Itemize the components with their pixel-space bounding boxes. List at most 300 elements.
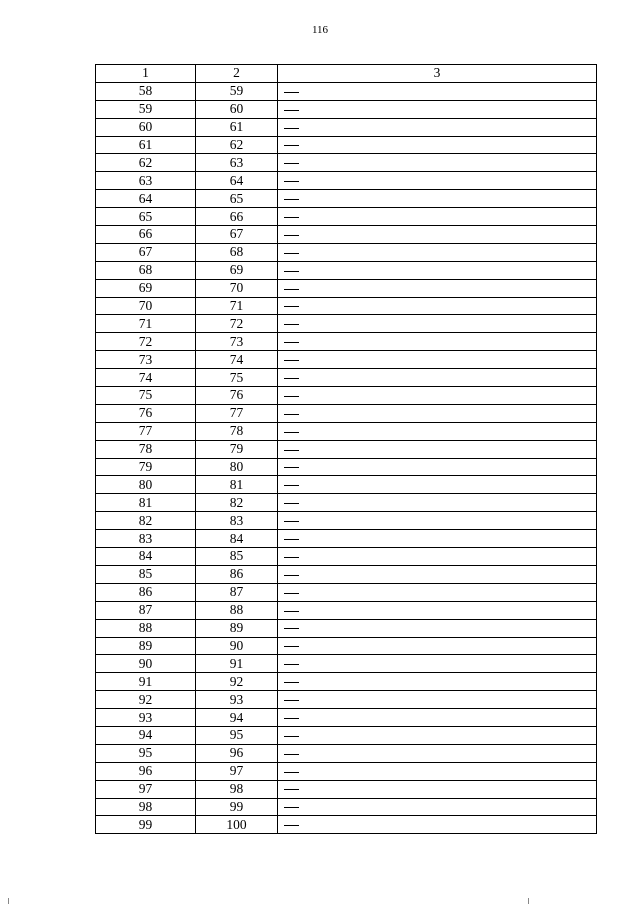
- table-cell-col3: [278, 709, 597, 727]
- cell-value: 74: [138, 369, 153, 385]
- table-cell-col2: [196, 458, 278, 476]
- dash-mark: [284, 789, 299, 790]
- dash-mark: [284, 289, 299, 290]
- table-cell-col2: [196, 279, 278, 297]
- cell-value: 92: [138, 691, 153, 707]
- table-cell-col1: [96, 476, 196, 494]
- cell-value: 97: [229, 763, 244, 779]
- table-cell-col2: [196, 673, 278, 691]
- table-cell-col3: [278, 691, 597, 709]
- dash-mark: [284, 646, 299, 647]
- table-row: [96, 798, 597, 816]
- table-cell-col1: [96, 673, 196, 691]
- table-cell-col1: [96, 387, 196, 405]
- table-cell-col1: [96, 279, 196, 297]
- cell-value: 85: [229, 548, 244, 564]
- cell-value: 75: [138, 387, 153, 403]
- dash-mark: [284, 163, 299, 164]
- table-cell-col2: [196, 118, 278, 136]
- cell-value: 68: [229, 244, 244, 260]
- table-row: [96, 82, 597, 100]
- dash-mark: [284, 271, 299, 272]
- table-cell-col1: [96, 172, 196, 190]
- table-cell-col3: [278, 619, 597, 637]
- table-cell-col1: [96, 494, 196, 512]
- table-row: [96, 726, 597, 744]
- cell-value: 65: [138, 208, 153, 224]
- cell-value: 94: [138, 727, 153, 743]
- table-cell-col1: [96, 816, 196, 834]
- table-body: [96, 82, 597, 833]
- cell-value: 72: [229, 315, 244, 331]
- cell-value: 71: [138, 315, 153, 331]
- cell-value: 61: [138, 137, 153, 152]
- table-cell-col1: [96, 458, 196, 476]
- table-cell-col1: [96, 512, 196, 530]
- table-row: [96, 458, 597, 476]
- cell-value: 59: [229, 83, 244, 99]
- table-cell-col2: [196, 208, 278, 226]
- dash-mark: [284, 736, 299, 737]
- table-cell-col1: [96, 226, 196, 244]
- table-cell-col3: [278, 118, 597, 136]
- dash-mark: [284, 664, 299, 665]
- table-header-row: [96, 65, 597, 83]
- cell-value: 64: [229, 172, 244, 188]
- cell-value: 63: [229, 154, 244, 170]
- table-cell-col3: [278, 404, 597, 422]
- cell-value: 83: [229, 512, 244, 528]
- table-cell-col3: [278, 333, 597, 351]
- table-cell-col2: [196, 404, 278, 422]
- cell-value: 66: [138, 226, 153, 242]
- table-cell-col1: [96, 619, 196, 637]
- table-row: [96, 494, 597, 512]
- table-row: [96, 297, 597, 315]
- table-cell-col2: [196, 422, 278, 440]
- table-cell-col3: [278, 762, 597, 780]
- cell-value: 83: [138, 530, 153, 546]
- table-cell-col3: [278, 673, 597, 691]
- table-cell-col3: [278, 798, 597, 816]
- cell-value: 75: [229, 369, 244, 385]
- table-row: [96, 691, 597, 709]
- cell-value: 91: [229, 655, 244, 671]
- cell-value: 61: [229, 119, 244, 135]
- table-cell-col3: [278, 548, 597, 566]
- scan-edge-mark-left: [8, 898, 9, 904]
- table-cell-col3: [278, 440, 597, 458]
- cell-value: 66: [229, 208, 244, 224]
- table-cell-col1: [96, 82, 196, 100]
- table-cell-col1: [96, 297, 196, 315]
- table-cell-col1: [96, 351, 196, 369]
- table-cell-col2: [196, 691, 278, 709]
- cell-value: 68: [138, 262, 153, 278]
- cell-value: 88: [138, 620, 153, 636]
- page-number: 116: [311, 24, 329, 36]
- table-row: [96, 476, 597, 494]
- table-cell-col1: [96, 404, 196, 422]
- table-row: [96, 655, 597, 673]
- table-cell-col3: [278, 297, 597, 315]
- table-row: [96, 279, 597, 297]
- dash-mark: [284, 521, 299, 522]
- cell-value: 72: [138, 333, 153, 349]
- cell-value: 78: [138, 441, 153, 457]
- cell-value: 79: [138, 459, 153, 475]
- table-cell-col3: [278, 261, 597, 279]
- cell-value: 82: [138, 512, 153, 528]
- table-cell-col3: [278, 208, 597, 226]
- cell-value: 78: [229, 423, 244, 439]
- table-cell-col2: [196, 512, 278, 530]
- dash-mark: [284, 217, 299, 218]
- table-cell-col1: [96, 744, 196, 762]
- dash-mark: [284, 450, 299, 451]
- cell-value: 69: [229, 262, 244, 278]
- table-cell-col1: [96, 565, 196, 583]
- table-cell-col2: [196, 583, 278, 601]
- cell-value: 85: [138, 566, 153, 582]
- table-cell-col3: [278, 190, 597, 208]
- cell-value: 59: [138, 101, 153, 117]
- cell-value: 81: [229, 476, 244, 492]
- table-cell-col1: [96, 530, 196, 548]
- column-header-2: 2: [196, 65, 278, 83]
- table-cell-col2: [196, 226, 278, 244]
- cell-value: 65: [229, 190, 244, 206]
- table-cell-col3: [278, 351, 597, 369]
- cell-value: 71: [229, 298, 244, 314]
- table-cell-col2: [196, 369, 278, 387]
- table-cell-col1: [96, 208, 196, 226]
- table-cell-col2: [196, 601, 278, 619]
- cell-value: 63: [138, 172, 153, 188]
- table-cell-col3: [278, 172, 597, 190]
- cell-value: 98: [138, 798, 153, 814]
- cell-value: 80: [138, 476, 153, 492]
- cell-value: 82: [229, 494, 244, 510]
- cell-value: 84: [229, 530, 244, 546]
- table-cell-col2: [196, 565, 278, 583]
- table-row: [96, 208, 597, 226]
- dash-mark: [284, 432, 299, 433]
- table-cell-col3: [278, 100, 597, 118]
- cell-value: 99: [229, 798, 244, 814]
- table-row: [96, 619, 597, 637]
- table-cell-col3: [278, 315, 597, 333]
- table-cell-col2: [196, 780, 278, 798]
- table-cell-col1: [96, 315, 196, 333]
- dash-mark: [284, 342, 299, 343]
- cell-value: 73: [138, 351, 153, 367]
- table-cell-col3: [278, 243, 597, 261]
- table-row: [96, 136, 597, 154]
- table-cell-col2: [196, 798, 278, 816]
- dash-mark: [284, 235, 299, 236]
- table-cell-col2: [196, 744, 278, 762]
- table-cell-col2: [196, 548, 278, 566]
- dash-mark: [284, 306, 299, 307]
- cell-value: 94: [229, 709, 244, 725]
- table-row: [96, 422, 597, 440]
- dash-mark: [284, 414, 299, 415]
- dash-mark: [284, 611, 299, 612]
- table-cell-col1: [96, 583, 196, 601]
- table-cell-col3: [278, 422, 597, 440]
- table-cell-col2: [196, 82, 278, 100]
- table-cell-col3: [278, 583, 597, 601]
- table-cell-col1: [96, 655, 196, 673]
- table-cell-col2: [196, 100, 278, 118]
- table-cell-col3: [278, 226, 597, 244]
- dash-mark: [284, 467, 299, 468]
- table-row: [96, 780, 597, 798]
- table-row: [96, 762, 597, 780]
- table-cell-col2: [196, 762, 278, 780]
- table-row: [96, 315, 597, 333]
- table-cell-col3: [278, 655, 597, 673]
- table-cell-col3: [278, 369, 597, 387]
- cell-value: 96: [138, 763, 153, 779]
- table-cell-col2: [196, 816, 278, 834]
- table-row: [96, 243, 597, 261]
- table-cell-col2: [196, 726, 278, 744]
- table-cell-col1: [96, 726, 196, 744]
- cell-value: 88: [229, 602, 244, 618]
- dash-mark: [284, 807, 299, 808]
- table-cell-col3: [278, 387, 597, 405]
- cell-value: 70: [229, 280, 244, 296]
- table-cell-col1: [96, 369, 196, 387]
- dash-mark: [284, 503, 299, 504]
- table-cell-col3: [278, 494, 597, 512]
- cell-value: 67: [138, 244, 153, 260]
- dash-mark: [284, 396, 299, 397]
- table-cell-col3: [278, 637, 597, 655]
- table-row: [96, 601, 597, 619]
- table-cell-col2: [196, 619, 278, 637]
- cell-value: 60: [138, 119, 153, 135]
- table-cell-col2: [196, 387, 278, 405]
- table-cell-col3: [278, 279, 597, 297]
- table-cell-col2: [196, 655, 278, 673]
- scan-edge-mark-right: [528, 898, 529, 904]
- table-cell-col1: [96, 261, 196, 279]
- table-row: [96, 512, 597, 530]
- table-row: [96, 100, 597, 118]
- cell-value: 86: [138, 584, 153, 600]
- cell-value: 76: [138, 405, 153, 421]
- dash-mark: [284, 718, 299, 719]
- cell-value: 62: [138, 154, 153, 170]
- dash-mark: [284, 593, 299, 594]
- dash-mark: [284, 539, 299, 540]
- table-cell-col1: [96, 154, 196, 172]
- table-cell-col1: [96, 780, 196, 798]
- table-cell-col1: [96, 118, 196, 136]
- table-cell-col1: [96, 422, 196, 440]
- cell-value: 74: [229, 351, 244, 367]
- dash-mark: [284, 110, 299, 111]
- cell-value: 97: [138, 781, 153, 797]
- table-cell-col3: [278, 82, 597, 100]
- table-cell-col3: [278, 512, 597, 530]
- table-cell-col3: [278, 601, 597, 619]
- table-cell-col3: [278, 530, 597, 548]
- table-cell-col2: [196, 243, 278, 261]
- table-cell-col1: [96, 243, 196, 261]
- table-row: [96, 333, 597, 351]
- table-row: [96, 261, 597, 279]
- table-cell-col2: [196, 440, 278, 458]
- dash-mark: [284, 199, 299, 200]
- table-cell-col1: [96, 601, 196, 619]
- table-row: [96, 816, 597, 834]
- cell-value: 99: [138, 816, 153, 832]
- table-row: [96, 154, 597, 172]
- cell-value: 95: [229, 727, 244, 743]
- cell-value: 90: [138, 655, 153, 671]
- cell-value: 67: [229, 226, 244, 242]
- table-row: [96, 226, 597, 244]
- cell-value: 73: [229, 333, 244, 349]
- cell-value: 98: [229, 781, 244, 797]
- table-row: [96, 744, 597, 762]
- table-cell-col3: [278, 744, 597, 762]
- dash-mark: [284, 128, 299, 129]
- table-cell-col2: [196, 190, 278, 208]
- table-row: [96, 351, 597, 369]
- cell-value: 76: [229, 387, 244, 403]
- cell-value: 90: [229, 637, 244, 653]
- cell-value: 96: [229, 745, 244, 761]
- table-cell-col3: [278, 726, 597, 744]
- table-row: [96, 369, 597, 387]
- table-cell-col1: [96, 691, 196, 709]
- table-row: [96, 387, 597, 405]
- table-row: [96, 565, 597, 583]
- table-row: [96, 548, 597, 566]
- cell-value: 89: [229, 620, 244, 636]
- cell-value: 60: [229, 101, 244, 117]
- table-row: [96, 530, 597, 548]
- dash-mark: [284, 682, 299, 683]
- dash-mark: [284, 575, 299, 576]
- table-cell-col1: [96, 190, 196, 208]
- table-cell-col2: [196, 136, 278, 154]
- table-cell-col1: [96, 136, 196, 154]
- table-cell-col3: [278, 154, 597, 172]
- table-row: [96, 583, 597, 601]
- table-row: [96, 709, 597, 727]
- dash-mark: [284, 145, 299, 146]
- dash-mark: [284, 772, 299, 773]
- cell-value: 95: [138, 745, 153, 761]
- cell-value: 92: [229, 673, 244, 689]
- table-cell-col2: [196, 476, 278, 494]
- cell-value: 70: [138, 298, 153, 314]
- table-row: [96, 190, 597, 208]
- column-header-1: 1: [96, 65, 196, 83]
- cell-value: 87: [229, 584, 244, 600]
- table-cell-col1: [96, 548, 196, 566]
- cell-value: 87: [138, 602, 153, 618]
- cell-value: 89: [138, 637, 153, 653]
- dash-mark: [284, 557, 299, 558]
- table-row: [96, 404, 597, 422]
- cell-value: 58: [138, 83, 153, 99]
- table-cell-col1: [96, 637, 196, 655]
- table-row: [96, 118, 597, 136]
- cell-value: 62: [229, 137, 244, 152]
- table-cell-col2: [196, 261, 278, 279]
- dash-mark: [284, 628, 299, 629]
- table-cell-col1: [96, 440, 196, 458]
- cell-value: 69: [138, 280, 153, 296]
- table-cell-col3: [278, 565, 597, 583]
- table-row: [96, 440, 597, 458]
- table-cell-col1: [96, 762, 196, 780]
- table-cell-col1: [96, 709, 196, 727]
- data-table: [95, 64, 597, 834]
- dash-mark: [284, 253, 299, 254]
- dash-mark: [284, 825, 299, 826]
- table-cell-col2: [196, 530, 278, 548]
- table-cell-col1: [96, 798, 196, 816]
- table-row: [96, 673, 597, 691]
- table-cell-col1: [96, 100, 196, 118]
- table-cell-col1: [96, 333, 196, 351]
- table-cell-col3: [278, 136, 597, 154]
- table-cell-col3: [278, 458, 597, 476]
- table-row: [96, 172, 597, 190]
- cell-value: 64: [138, 190, 153, 206]
- dash-mark: [284, 181, 299, 182]
- cell-value: 93: [229, 691, 244, 707]
- cell-value: 86: [229, 566, 244, 582]
- table-cell-col3: [278, 476, 597, 494]
- cell-value: 91: [138, 673, 153, 689]
- cell-value: 93: [138, 709, 153, 725]
- table-cell-col2: [196, 333, 278, 351]
- dash-mark: [284, 360, 299, 361]
- table-row: [96, 637, 597, 655]
- table-cell-col3: [278, 780, 597, 798]
- cell-value: 80: [229, 459, 244, 475]
- column-header-3: 3: [278, 65, 597, 83]
- dash-mark: [284, 92, 299, 93]
- cell-value: 84: [138, 548, 153, 564]
- table-cell-col2: [196, 494, 278, 512]
- table-cell-col2: [196, 297, 278, 315]
- table-cell-col2: [196, 315, 278, 333]
- table-cell-col2: [196, 154, 278, 172]
- cell-value: 77: [138, 423, 153, 439]
- dash-mark: [284, 754, 299, 755]
- cell-value: 79: [229, 441, 244, 457]
- dash-mark: [284, 700, 299, 701]
- cell-value: 100: [226, 816, 247, 832]
- table-cell-col2: [196, 351, 278, 369]
- dash-mark: [284, 485, 299, 486]
- dash-mark: [284, 378, 299, 379]
- table-cell-col3: [278, 816, 597, 834]
- table-cell-col2: [196, 709, 278, 727]
- dash-mark: [284, 324, 299, 325]
- cell-value: 81: [138, 494, 153, 510]
